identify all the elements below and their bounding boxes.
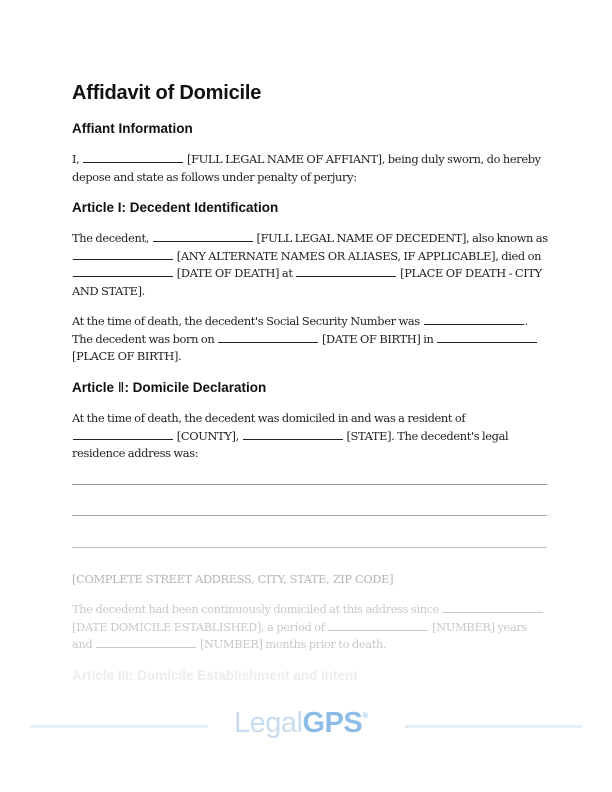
article-2-heading: Article Ⅱ: Domicile Declaration bbox=[72, 380, 267, 396]
registered-mark-icon: ® bbox=[362, 711, 368, 720]
county-blank[interactable] bbox=[73, 438, 173, 440]
place-of-death-blank[interactable] bbox=[296, 275, 396, 277]
years-blank[interactable] bbox=[328, 629, 428, 631]
footer-rule-left bbox=[30, 725, 208, 728]
domicile-paragraph: At the time of death, the decedent was domiciled in and was a resident of [COUNTY], [STATE]. The decedent's legal residence address was: bbox=[72, 411, 509, 460]
decedent-name-blank[interactable] bbox=[153, 240, 253, 242]
decedent-details-paragraph: At the time of death, the decedent's Social Security Number was . The decedent was born on [DATE OF BIRTH] in [PLACE OF BIRTH]. bbox=[72, 313, 548, 366]
aliases-blank[interactable] bbox=[73, 258, 173, 260]
roman-numeral-glyph: Ⅱ bbox=[117, 380, 125, 396]
date-domicile-established-blank[interactable] bbox=[443, 611, 543, 613]
article-3-heading: Article III: Domicile Establishment and Intent bbox=[72, 668, 358, 683]
address-line-2[interactable] bbox=[72, 515, 547, 516]
affiant-heading: Affiant Information bbox=[72, 121, 193, 136]
date-of-death-blank[interactable] bbox=[73, 275, 173, 277]
article-1-heading: Article I: Decedent Identification bbox=[72, 200, 279, 215]
place-of-birth-blank[interactable] bbox=[437, 341, 537, 343]
address-line-1[interactable] bbox=[72, 484, 547, 485]
legalgps-logo: LegalGPS® bbox=[234, 707, 368, 739]
footer-rule-right bbox=[405, 725, 582, 728]
state-blank[interactable] bbox=[243, 438, 343, 440]
address-line-3[interactable] bbox=[72, 547, 547, 548]
affiant-name-blank[interactable] bbox=[83, 161, 183, 163]
address-placeholder: [COMPLETE STREET ADDRESS, CITY, STATE, ZIP CODE] bbox=[72, 572, 394, 586]
months-blank[interactable] bbox=[96, 646, 196, 648]
decedent-identification-paragraph: The decedent, [FULL LEGAL NAME OF DECEDENT], also known as [ANY ALTERNATE NAMES OR ALIASES, IF APPLICABLE], died on [DATE OF DEATH] at [PLACE OF DEATH - CITY AND STATE]. bbox=[72, 231, 548, 298]
ssn-blank[interactable] bbox=[424, 323, 524, 325]
domicile-duration-paragraph: The decedent had been continuously domiciled at this address since [DATE DOMICILE ESTABLISHED], a period of [NUMBER] years and [NUMBER] months prior to death. bbox=[72, 601, 548, 654]
document-title: Affidavit of Domicile bbox=[72, 82, 262, 104]
date-of-birth-blank[interactable] bbox=[218, 341, 318, 343]
affiant-paragraph: I, [FULL LEGAL NAME OF AFFIANT], being duly sworn, do hereby depose and state as follows under penalty of perjury: bbox=[72, 152, 541, 184]
